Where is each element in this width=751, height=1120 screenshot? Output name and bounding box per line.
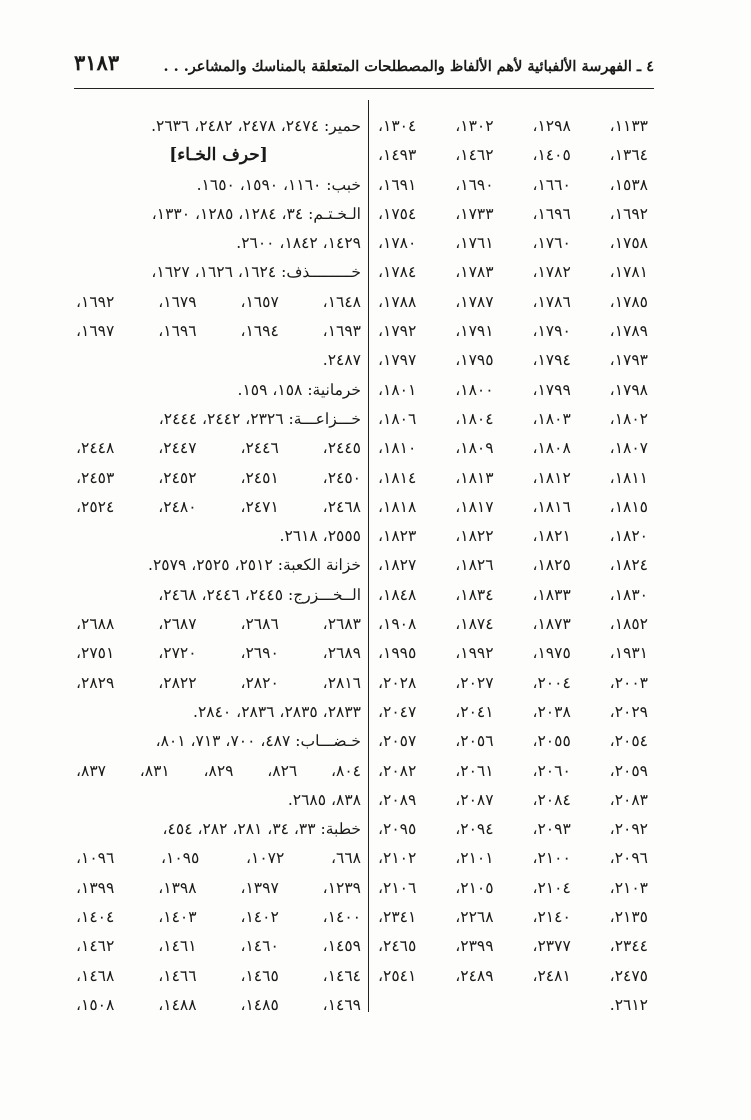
entry-khuzaa-end: ٢٥٥٥، ٢٦١٨. — [279, 527, 361, 546]
index-row — [378, 405, 648, 434]
index-number: ١٩٧٥، — [532, 644, 571, 663]
index-number: ١٨١٥، — [609, 497, 648, 516]
index-number: ٢٠٥٩، — [609, 761, 648, 780]
index-row — [378, 610, 648, 639]
index-number: ٢٤٥٣، — [76, 468, 115, 487]
index-number: ١٧٩٤، — [532, 351, 571, 370]
index-number: ١٨٢٠، — [609, 527, 648, 546]
index-number: ٨٢٩، — [203, 761, 234, 780]
index-number: ١٤٠٠، — [322, 908, 361, 927]
index-number: ١٣٦٤، — [609, 146, 648, 165]
index-row — [378, 434, 648, 463]
index-number: ٢٨٢٩، — [76, 673, 115, 692]
index-number: ١٠٧٢، — [246, 849, 285, 868]
index-number: ١٧٥٤، — [378, 204, 417, 223]
index-number: ٢٠٨٧، — [455, 790, 494, 809]
index-number: ١٨٠٦، — [378, 409, 417, 428]
index-number: ١٣٠٤، — [378, 117, 417, 135]
entry-himyar: حمير: ٢٤٧٤، ٢٤٧٨، ٢٤٨٢، ٢٦٣٦. — [151, 117, 361, 135]
index-row — [378, 757, 648, 786]
index-row — [378, 932, 648, 961]
index-row — [76, 434, 361, 463]
index-number: ١٣٩٧، — [240, 878, 279, 897]
index-number: ٢٠٨٢، — [378, 761, 417, 780]
index-row — [76, 962, 361, 991]
index-number: ١٩٩٢، — [455, 644, 494, 663]
index-number: ٢٠٣٨، — [532, 702, 571, 721]
index-number: ٢٠٠٤، — [532, 673, 571, 692]
section-heading: [حرف الخـاء] — [169, 145, 268, 166]
index-number: ٢٤٤٦، — [240, 439, 279, 458]
index-row — [378, 551, 648, 580]
index-number: ١٨٠٤، — [455, 409, 494, 428]
entry-khutba: خطبة: ٣٣، ٣٤، ٢٨١، ٢٨٢، ٤٥٤، — [162, 820, 361, 839]
index-number-last: ٢٦١٢. — [609, 995, 648, 1014]
index-row — [378, 727, 648, 756]
index-number: ٢٦٨٩، — [322, 644, 361, 663]
index-number: ٢٠٦١، — [455, 761, 494, 780]
index-row — [76, 844, 361, 873]
index-number: ١٨١٤، — [378, 468, 417, 487]
index-number: ٢٨١٦، — [322, 673, 361, 692]
index-number: ٢٨٢٠، — [240, 673, 279, 692]
index-number: ١٢٣٩، — [322, 878, 361, 897]
entry-khadhf-end: ٢٤٨٧. — [322, 351, 361, 370]
index-number: ٢١٠٢، — [378, 849, 417, 868]
index-number: ١٤٠٣، — [158, 908, 197, 927]
index-row — [76, 669, 361, 698]
index-number: ١٨٠١، — [378, 380, 417, 399]
index-number: ١٩٩٥، — [378, 644, 417, 663]
index-number: ١٧٨٢، — [532, 263, 571, 282]
index-number: ٢٠٩٤، — [455, 820, 494, 839]
index-row — [378, 229, 648, 258]
index-row — [378, 581, 648, 610]
index-number: ١٧٨٧، — [455, 292, 494, 311]
index-number: ١٦٤٨، — [322, 292, 361, 311]
index-number: ١٢٩٨، — [532, 117, 571, 135]
index-number: ١٧٦١، — [455, 234, 494, 253]
index-row — [378, 874, 648, 903]
index-number: ٢٤٥٢، — [158, 468, 197, 487]
index-number: ١٣٩٨، — [158, 878, 197, 897]
entry-khabab: خبب: ١١٦٠، ١٥٩٠، ١٦٥٠. — [196, 175, 361, 194]
index-number: ٢٠٠٣، — [609, 673, 648, 692]
index-row — [378, 376, 648, 405]
index-number: ١٨٠٢، — [609, 409, 648, 428]
index-row — [378, 903, 648, 932]
index-number: ٢٤٥٠، — [322, 468, 361, 487]
index-number: ١٨١٠، — [378, 439, 417, 458]
index-number: ١٨٣٤، — [455, 585, 494, 604]
running-title: ٤ ـ الفهرسة الألفبائية لأهم الألفاظ والمصطلحات المتعلقة بالمناسك والمشاعر. . . — [163, 58, 654, 75]
index-number: ١٨٢٥، — [532, 556, 571, 575]
index-row — [378, 171, 648, 200]
index-number: ٦٦٨، — [331, 849, 361, 868]
index-number: ١٥٣٨، — [609, 175, 648, 194]
index-number: ٢٤٨١، — [532, 966, 571, 985]
index-number: ١٨٣٠، — [609, 585, 648, 604]
index-number: ٢٢٦٨، — [455, 908, 494, 927]
index-row — [76, 288, 361, 317]
index-number: ٨٣١، — [139, 761, 170, 780]
index-number: ١٧٩٩، — [532, 380, 571, 399]
index-number: ٢٧٥١، — [76, 644, 115, 663]
index-number: ١٦٩١، — [378, 175, 417, 194]
index-number: ١٦٩٢، — [609, 204, 648, 223]
index-number: ٢١٠٣، — [609, 878, 648, 897]
entry-khazraj-end: ٢٨٣٣، ٢٨٣٥، ٢٨٣٦، ٢٨٤٠. — [193, 702, 361, 721]
index-number: ١٨٧٣، — [532, 615, 571, 634]
index-number: ١٨٢٦، — [455, 556, 494, 575]
index-row — [76, 639, 361, 668]
index-number: ١١٣٣، — [609, 117, 648, 135]
index-number: ١٨٢٣، — [378, 527, 417, 546]
index-number: ١٧٦٠، — [532, 234, 571, 253]
right-column — [378, 112, 648, 1020]
index-row — [378, 962, 648, 991]
index-number: ٢٤٦٨، — [322, 497, 361, 516]
index-number: ٢١٠٤، — [532, 878, 571, 897]
index-number: ١٨٠٨، — [532, 439, 571, 458]
index-number: ٢٠٥٦، — [455, 732, 494, 751]
index-number: ١٧٩٠، — [532, 322, 571, 341]
index-row — [76, 874, 361, 903]
index-number: ١٨١٧، — [455, 497, 494, 516]
index-number: ١٦٩٣، — [322, 322, 361, 341]
index-number: ٢٤٦٥، — [378, 937, 417, 956]
index-number: ١٦٧٩، — [158, 292, 197, 311]
index-number: ١٨٠٠، — [455, 380, 494, 399]
index-number: ١٨٠٩، — [455, 439, 494, 458]
index-row — [378, 200, 648, 229]
index-number: ٢٠٩٦، — [609, 849, 648, 868]
index-row — [378, 141, 648, 170]
index-row — [378, 844, 648, 873]
index-row — [378, 464, 648, 493]
index-number: ١٦٩٦، — [532, 204, 571, 223]
index-number: ٢٠٥٥، — [532, 732, 571, 751]
index-row — [378, 815, 648, 844]
index-number: ١٤٦١، — [158, 937, 197, 956]
index-number: ٢٠٨٣، — [609, 790, 648, 809]
index-number: ١٤٦٢، — [76, 937, 115, 956]
index-row — [378, 346, 648, 375]
index-number: ١٧٣٣، — [455, 204, 494, 223]
index-number: ١٨١٢، — [532, 468, 571, 487]
entry-khatm-cont: ١٤٢٩، ١٨٤٢، ٢٦٠٠. — [236, 234, 361, 253]
index-number: ١٨٢٤، — [609, 556, 648, 575]
index-number: ٢٠٦٠، — [532, 761, 571, 780]
index-number: ١٨٥٢، — [609, 615, 648, 634]
left-column — [76, 112, 361, 1020]
index-number: ٢٨٢٢، — [158, 673, 197, 692]
entry-khadhf: خـــــــــذف: ١٦٢٤، ١٦٢٦، ١٦٢٧، — [151, 263, 361, 282]
index-number: ٢١٠٠، — [532, 849, 571, 868]
index-number: ١٤٦٠، — [240, 937, 279, 956]
index-number: ١٦٩٦، — [158, 322, 197, 341]
index-number: ٢٤٤٨، — [76, 439, 115, 458]
entry-khuzaa: خـــزاعـــة: ٢٣٢٦، ٢٤٤٢، ٢٤٤٤، — [158, 409, 361, 428]
index-number: ٢٠٩٣، — [532, 820, 571, 839]
index-row — [378, 317, 648, 346]
entry-khazraj: الــخـــزرج: ٢٤٤٥، ٢٤٤٦، ٢٤٦٨، — [158, 585, 361, 604]
index-number: ٢٠٩٥، — [378, 820, 417, 839]
index-number: ١٨٣٣، — [532, 585, 571, 604]
index-number: ٢٠٩٢، — [609, 820, 648, 839]
index-number: ١٤٦٤، — [322, 966, 361, 985]
index-row — [378, 112, 648, 141]
index-number: ١٦٥٧، — [240, 292, 279, 311]
index-row — [76, 610, 361, 639]
index-number: ١٤٥٩، — [322, 937, 361, 956]
index-number: ١٧٩٥، — [455, 351, 494, 370]
index-number: ١٨٧٤، — [455, 615, 494, 634]
index-number: ٢١٣٥، — [609, 908, 648, 927]
entry-khurmaniya: خرمانية: ١٥٨، ١٥٩. — [237, 380, 361, 399]
index-number: ١٨٢٧، — [378, 556, 417, 575]
index-number: ٢٧٢٠، — [158, 644, 197, 663]
index-row — [378, 258, 648, 287]
index-number: ١٨١٨، — [378, 497, 417, 516]
index-number: ١٤٨٨، — [158, 995, 197, 1014]
index-number: ١٤٦٥، — [240, 966, 279, 985]
index-row — [76, 932, 361, 961]
index-number: ٨٠٤، — [331, 761, 361, 780]
index-row — [378, 786, 648, 815]
index-number: ١٨٢١، — [532, 527, 571, 546]
page-number: ٣١٨٣ — [74, 50, 120, 75]
index-number: ١٤٩٣، — [378, 146, 417, 165]
index-number: ١٧٩٧، — [378, 351, 417, 370]
index-number: ١٣٩٩، — [76, 878, 115, 897]
index-number: ١٧٨٥، — [609, 292, 648, 311]
index-number: ١٨١٦، — [532, 497, 571, 516]
index-number: ١٧٩٣، — [609, 351, 648, 370]
index-number: ٢١٠٦، — [378, 878, 417, 897]
index-number: ١٧٨٣، — [455, 263, 494, 282]
index-number: ١٣٠٢، — [455, 117, 494, 135]
index-number: ١٤٠٢، — [240, 908, 279, 927]
index-number: ٨٢٦، — [267, 761, 298, 780]
index-number: ٢٠٢٩، — [609, 702, 648, 721]
index-number: ٢٠٢٧، — [455, 673, 494, 692]
index-number: ٢٠٥٤، — [609, 732, 648, 751]
index-number: ١٤٠٥، — [532, 146, 571, 165]
entry-khidab: خـضـــاب: ٤٨٧، ٧٠٠، ٧١٣، ٨٠١، — [155, 732, 361, 751]
index-row — [76, 464, 361, 493]
index-number: ١٠٩٦، — [76, 849, 115, 868]
index-number: ١٨٤٨، — [378, 585, 417, 604]
index-number: ١٧٩٢، — [378, 322, 417, 341]
index-number: ١٤٠٤، — [76, 908, 115, 927]
index-number: ٢٦٨٦، — [240, 615, 279, 634]
index-row — [378, 639, 648, 668]
index-number: ٢٠٥٧، — [378, 732, 417, 751]
index-number: ١٩٠٨، — [378, 615, 417, 634]
index-number: ١٦٩٤، — [240, 322, 279, 341]
index-number: ١٨١٣، — [455, 468, 494, 487]
index-row — [378, 288, 648, 317]
index-row — [378, 698, 648, 727]
index-row — [76, 757, 361, 786]
index-number: ١٧٩١، — [455, 322, 494, 341]
index-row — [76, 493, 361, 522]
index-number: ٢٤٨٩، — [455, 966, 494, 985]
index-number: ٢٤٤٧، — [158, 439, 197, 458]
index-number: ١٩٣١، — [609, 644, 648, 663]
index-number: ١٧٨٤، — [378, 263, 417, 282]
index-number: ١٨٠٧، — [609, 439, 648, 458]
index-number: ١٠٩٥، — [161, 849, 200, 868]
index-number: ١٤٦٦، — [158, 966, 197, 985]
index-number: ٢٠٨٤، — [532, 790, 571, 809]
entry-khatm: الـخـتـم: ٣٤، ١٢٨٤، ١٢٨٥، ١٣٣٠، — [151, 204, 361, 223]
index-number: ١٤٦٩، — [322, 995, 361, 1014]
index-number: ١٨٢٢، — [455, 527, 494, 546]
index-number: ١٦٩٧، — [76, 322, 115, 341]
index-number: ٢٣٩٩، — [455, 937, 494, 956]
index-number: ٢٦٨٣، — [322, 615, 361, 634]
index-number: ١٧٨٩، — [609, 322, 648, 341]
index-number: ١٧٨١، — [609, 263, 648, 282]
index-number: ٢٣٤٤، — [609, 937, 648, 956]
index-number: ٢٤٥١، — [240, 468, 279, 487]
index-number: ١٤٦٨، — [76, 966, 115, 985]
index-row — [76, 317, 361, 346]
index-number: ١٤٦٢، — [455, 146, 494, 165]
index-number: ٢٠٨٩، — [378, 790, 417, 809]
index-row — [76, 903, 361, 932]
index-number: ٢٣٤١، — [378, 908, 417, 927]
index-number: ٢١٠٥، — [455, 878, 494, 897]
column-divider — [368, 100, 369, 1012]
index-number: ٢٤٨٠، — [158, 497, 197, 516]
index-number: ١٥٠٨، — [76, 995, 115, 1014]
entry-khidab-end: ٨٣٨، ٢٦٨٥. — [287, 790, 361, 809]
page-header — [74, 48, 654, 89]
index-number: ١٦٩٢، — [76, 292, 115, 311]
index-number: ١٧٨٨، — [378, 292, 417, 311]
index-number: ٢٠٢٨، — [378, 673, 417, 692]
index-number: ١٦٦٠، — [532, 175, 571, 194]
index-number: ٨٣٧، — [76, 761, 106, 780]
index-number: ١٨٠٣، — [532, 409, 571, 428]
index-number: ٢٥٤١، — [378, 966, 417, 985]
index-number: ١٤٨٥، — [240, 995, 279, 1014]
index-number: ١٦٩٠، — [455, 175, 494, 194]
index-row — [76, 991, 361, 1020]
index-number: ٢٣٧٧، — [532, 937, 571, 956]
index-number: ٢٦٩٠، — [240, 644, 279, 663]
index-row — [378, 522, 648, 551]
entry-khizanat-alkaaba: خزانة الكعبة: ٢٥١٢، ٢٥٢٥، ٢٥٧٩. — [148, 556, 361, 575]
index-number: ٢١٠١، — [455, 849, 494, 868]
index-number: ١٨١١، — [609, 468, 648, 487]
index-number: ٢٤٧٥، — [609, 966, 648, 985]
index-row — [378, 493, 648, 522]
index-number: ٢٥٢٤، — [76, 497, 115, 516]
index-number: ٢٠٤١، — [455, 702, 494, 721]
index-row — [378, 669, 648, 698]
index-number: ١٧٩٨، — [609, 380, 648, 399]
index-number: ٢٤٤٥، — [322, 439, 361, 458]
index-number: ٢٦٨٨، — [76, 615, 115, 634]
index-number: ١٧٨٦، — [532, 292, 571, 311]
index-number: ١٧٥٨، — [609, 234, 648, 253]
index-number: ٢١٤٠، — [532, 908, 571, 927]
index-number: ٢٤٧١، — [240, 497, 279, 516]
index-number: ٢٦٨٧، — [158, 615, 197, 634]
index-number: ٢٠٤٧، — [378, 702, 417, 721]
index-number: ١٧٨٠، — [378, 234, 417, 253]
